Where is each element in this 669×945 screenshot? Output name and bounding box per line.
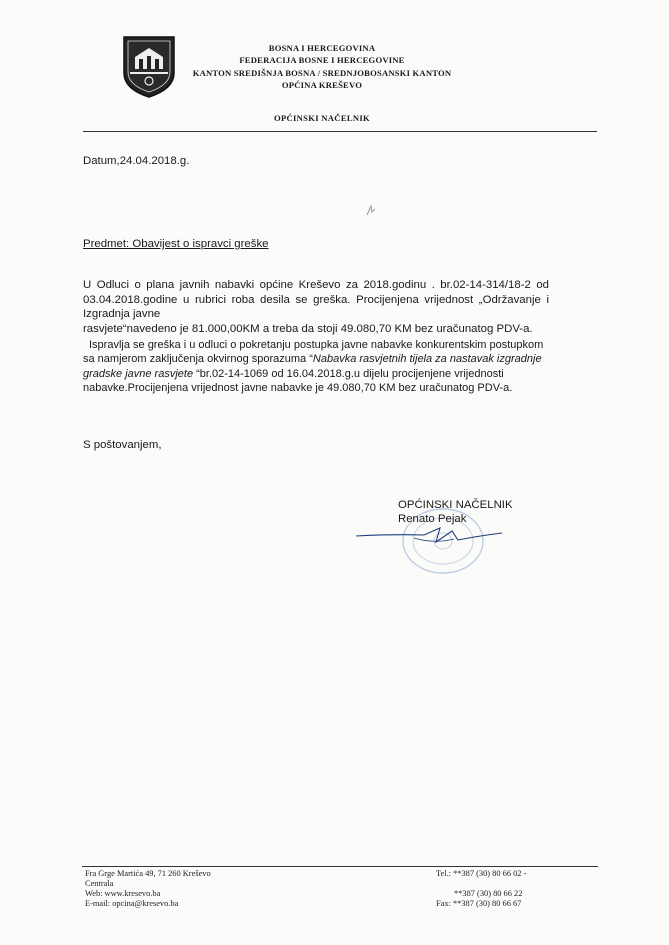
paragraph-1-text: U Odluci o plana javnih nabavki općine Kreševo za 2018.godinu . br.02-14-314/18-2 od 03.04.2018.godine u rubrici roba desila se greška. Procijenjena vrijednost „Održavanje i Izgradnja javne: [83, 279, 549, 320]
footer-address-block: [85, 869, 211, 909]
footer-divider: [82, 866, 598, 867]
document-subject: Predmet: Obavijest o ispravci greške: [83, 238, 269, 250]
body-paragraph-2: [83, 338, 549, 395]
signature-title: OPĆINSKI NAČELNIK: [398, 499, 513, 511]
letterhead-country: BOSNA I HERCEGOVINA: [268, 43, 376, 53]
footer-address: Fra Grge Martića 49, 71 260 Kreševo: [85, 869, 211, 878]
letterhead-municipality: OPĆINA KREŠEVO: [281, 79, 363, 90]
paragraph-2-intro: Ispravlja se greška i u odluci o pokretanju postupka javne nabavke konkurentskim postupkom sa namjerom zaključenja okvirnog sporazuma “: [83, 339, 544, 366]
letterhead-federation: FEDERACIJA BOSNE I HERCEGOVINE: [239, 55, 405, 66]
footer-email: E-mail: opcina@kresevo.ba: [85, 899, 179, 908]
header-divider: [83, 131, 597, 132]
footer-spacer: [436, 879, 526, 889]
paragraph-2-rest: “br.02-14-1069 od 16.04.2018.g.u dijelu procijenjene vrijednosti nabavke.Procijenjena vrijednost javne nabavke je 49.080,70 KM bez uračunatog PDV-a.: [83, 367, 513, 394]
footer-phone-1: Tel.: **387 (30) 80 66 02 -: [436, 869, 527, 878]
footer-fax: Fax: **387 (30) 80 66 67: [436, 899, 522, 908]
footer-website: Web: www.kresevo.ba: [85, 889, 161, 898]
letterhead-lines: [180, 42, 464, 91]
ink-smudge-mark: [365, 203, 377, 217]
municipality-crest-logo: [121, 35, 177, 99]
footer-phone-block: [436, 869, 526, 909]
footer-switchboard: Centrala: [85, 879, 114, 888]
footer-phone-2: **387 (30) 80 66 22: [454, 889, 523, 898]
document-date: Datum,24.04.2018.g.: [83, 155, 190, 167]
paragraph-1-last-line: rasvjete“navedeno je 81.000,00KM a treba da stoji 49.080,70 KM bez uračunatog PDV-a.: [83, 322, 533, 335]
letterhead-canton: KANTON SREDIŠNJA BOSNA / SREDNJOBOSANSKI KANTON: [192, 67, 452, 78]
handwritten-signature: [354, 522, 504, 552]
closing-greeting: S poštovanjem,: [83, 439, 162, 451]
office-title: OPĆINSKI NAČELNIK: [273, 113, 371, 123]
paragraph-2-procurement-title: Nabavka rasvjetnih tijela za nastavak izgradnje gradske javne rasvjete: [83, 353, 542, 380]
body-paragraph-1: [83, 278, 549, 336]
signature-name: Renato Pejak: [398, 513, 467, 525]
